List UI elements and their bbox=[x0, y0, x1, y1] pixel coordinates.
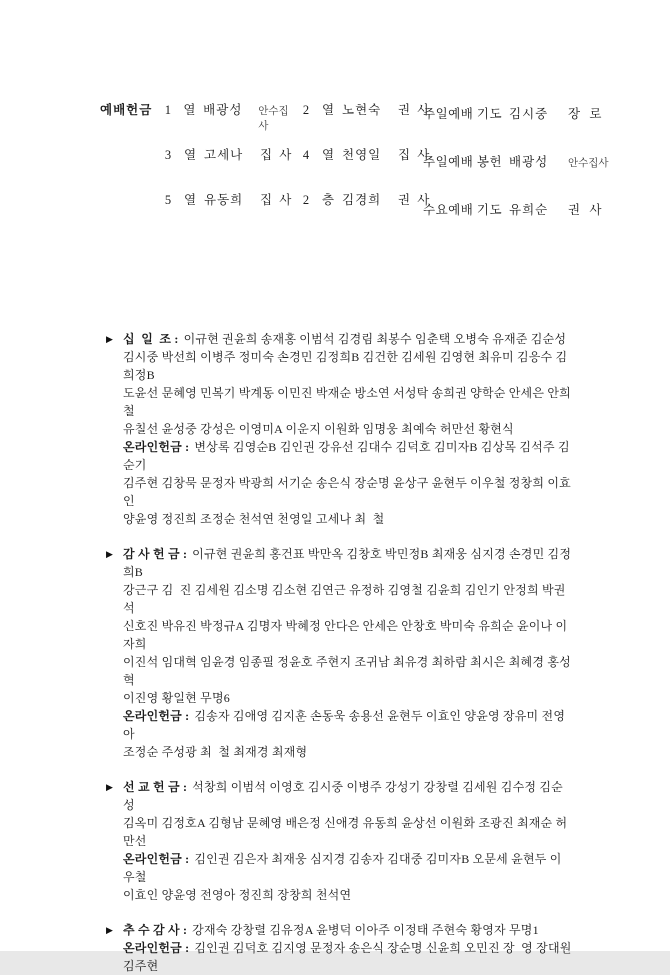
section-title: 십 일 조 : bbox=[123, 332, 179, 346]
seat-number: 4 bbox=[302, 148, 310, 162]
names-line: 이효인 양윤영 전영아 정진희 장창희 천석연 bbox=[123, 888, 352, 902]
names-line: 김송자 김애영 김지훈 손동욱 송용선 윤현두 이효인 양윤영 장유미 전영아 bbox=[123, 709, 566, 741]
duty-name: 배광성 bbox=[509, 155, 549, 169]
seat-unit: 열 bbox=[183, 103, 196, 117]
section-title-line bbox=[123, 545, 573, 581]
bullet-icon: ▶ bbox=[106, 334, 113, 344]
names-line: 김인권 김덕호 김지영 문정자 송은식 장순명 신윤희 오민진 장 영 장대원 bbox=[194, 941, 572, 955]
offering-entry bbox=[160, 100, 298, 133]
offering-lists bbox=[107, 330, 573, 975]
duty-item bbox=[423, 152, 609, 200]
seat-unit: 층 bbox=[321, 193, 335, 207]
names-line: 김인권 김은자 최재웅 심지경 김송자 김대중 김미자B 오문세 윤현두 이우철 bbox=[123, 852, 562, 884]
bullet-icon: ▶ bbox=[106, 925, 113, 935]
names-line: 변상록 김영순B 김인권 강유선 김대수 김덕호 김미자B 김상목 김석주 김순기 bbox=[123, 440, 570, 472]
offering-entry bbox=[160, 145, 298, 163]
online-line bbox=[123, 850, 573, 886]
duty-title: 권 사 bbox=[568, 203, 603, 217]
header-area bbox=[0, 0, 670, 330]
duty-item bbox=[423, 200, 609, 248]
offering-entry bbox=[298, 145, 436, 163]
person-title: 집 사 bbox=[260, 193, 294, 207]
seat-unit: 열 bbox=[183, 148, 197, 162]
offering-row bbox=[100, 190, 436, 235]
online-line bbox=[123, 707, 573, 743]
duty-label: 수요예배 기도 bbox=[423, 203, 503, 217]
section-thanksgiving bbox=[107, 545, 573, 761]
person-name: 노현숙 bbox=[342, 103, 382, 117]
seat-unit: 열 bbox=[321, 103, 335, 117]
section-title: 감 사 헌 금 : bbox=[123, 547, 188, 561]
offering-entry bbox=[160, 190, 298, 208]
person-title: 안수집사 bbox=[258, 106, 289, 132]
section-tithe bbox=[107, 330, 573, 528]
person-title: 권 사 bbox=[398, 193, 432, 207]
names-line: 이규현 권윤희 홍건표 박만옥 김창호 박민정B 최재웅 심지경 손경민 김정희B bbox=[123, 547, 572, 579]
duty-item bbox=[423, 104, 609, 152]
person-name: 천영일 bbox=[342, 148, 382, 162]
names-line: 양윤영 정진희 조정순 천석연 천영일 고세나 최 철 bbox=[123, 512, 385, 526]
offering-entry bbox=[298, 100, 436, 118]
seat-unit: 열 bbox=[183, 193, 197, 207]
names-line: 김주현 김창묵 문정자 박광희 서기순 송은식 장순명 윤상구 윤현두 이우철 정창희 이효인 bbox=[123, 476, 571, 508]
names-line: 이진영 황일현 무명6 bbox=[123, 691, 230, 705]
person-title: 집 사 bbox=[398, 148, 432, 162]
bullet-icon: ▶ bbox=[106, 549, 113, 559]
person-title: 권 사 bbox=[398, 103, 432, 117]
names-line: 이진석 임대혁 임윤경 임종필 정윤호 주현지 조귀남 최유경 최하람 최시은 최혜경 홍성혁 bbox=[123, 655, 571, 687]
seat-number: 1 bbox=[164, 103, 171, 117]
person-title: 집 사 bbox=[260, 148, 294, 162]
section-title-line bbox=[123, 330, 573, 348]
person-name: 고세나 bbox=[204, 148, 244, 162]
names-line: 김시중 박선희 이병주 정미숙 손경민 김정희B 김건한 김세원 김영현 최유미 김응수 김희정B bbox=[123, 350, 568, 382]
section-title: 선 교 헌 금 : bbox=[123, 780, 188, 794]
section-title-line bbox=[123, 921, 573, 939]
names-line: 강근구 김 진 김세원 김소명 김소현 김연근 유정하 김영철 김윤희 김인기 안정희 박권석 bbox=[123, 583, 566, 615]
online-label: 온라인헌금 : bbox=[123, 440, 190, 454]
worship-offering-block bbox=[100, 100, 436, 235]
seat-number: 3 bbox=[164, 148, 172, 162]
online-line bbox=[123, 939, 573, 957]
seat-unit: 열 bbox=[321, 148, 335, 162]
service-duty-block bbox=[423, 104, 609, 248]
online-label: 온라인헌금 : bbox=[123, 709, 190, 723]
names-line: 유칠선 윤성중 강성은 이영미A 이운지 이원화 임명웅 최예숙 허만선 황현식 bbox=[123, 422, 514, 436]
names-line: 김옥미 김정호A 김형남 문혜영 배은정 신애경 유동희 윤상선 이원화 조광진 최재순 허만선 bbox=[123, 816, 568, 848]
offering-label: 예배헌금 bbox=[100, 103, 153, 117]
duty-name: 유희순 bbox=[509, 203, 549, 217]
person-name: 배광성 bbox=[203, 103, 243, 117]
names-line: 이규현 권윤희 송재홍 이범석 김경림 최봉수 임춘택 오병숙 유재준 김순성 bbox=[183, 332, 567, 346]
names-line: 김주현 bbox=[123, 959, 159, 973]
duty-name: 김시중 bbox=[509, 107, 549, 121]
names-line: 조정순 주성광 최 철 최재경 최재형 bbox=[123, 745, 308, 759]
seat-number: 2 bbox=[302, 193, 310, 207]
seat-number: 5 bbox=[164, 193, 172, 207]
online-label: 온라인헌금 : bbox=[123, 941, 190, 955]
names-line: 신호진 박유진 박정규A 김명자 박혜정 안다은 안세은 안창호 박미숙 유희순 윤이나 이자희 bbox=[123, 619, 568, 651]
online-label: 온라인헌금 : bbox=[123, 852, 190, 866]
seat-number: 2 bbox=[302, 103, 310, 117]
offering-row bbox=[100, 100, 436, 145]
bullet-icon: ▶ bbox=[106, 782, 113, 792]
duty-label: 주일예배 봉헌 bbox=[423, 155, 503, 169]
section-title: 추 수 감 사 : bbox=[123, 923, 188, 937]
duty-label: 주일예배 기도 bbox=[423, 107, 503, 121]
person-name: 김경희 bbox=[342, 193, 382, 207]
names-line: 석창희 이범석 이영호 김시중 이병주 강성기 강창렬 김세원 김수정 김순성 bbox=[123, 780, 563, 812]
online-line bbox=[123, 438, 573, 474]
offering-row bbox=[100, 145, 436, 190]
section-mission bbox=[107, 778, 573, 904]
duty-title: 장 로 bbox=[568, 107, 603, 121]
names-line: 도윤선 문혜영 민복기 박계동 이민진 박재순 방소연 서성탁 송희권 양학순 안세은 안희철 bbox=[123, 386, 571, 418]
names-line: 강재숙 강창렬 김유정A 윤병덕 이아주 이정태 주현숙 황영자 무명1 bbox=[192, 923, 539, 937]
person-name: 유동희 bbox=[204, 193, 244, 207]
section-harvest bbox=[107, 921, 573, 975]
duty-title: 안수집사 bbox=[568, 158, 609, 169]
offering-entry bbox=[298, 190, 436, 208]
section-title-line bbox=[123, 778, 573, 814]
